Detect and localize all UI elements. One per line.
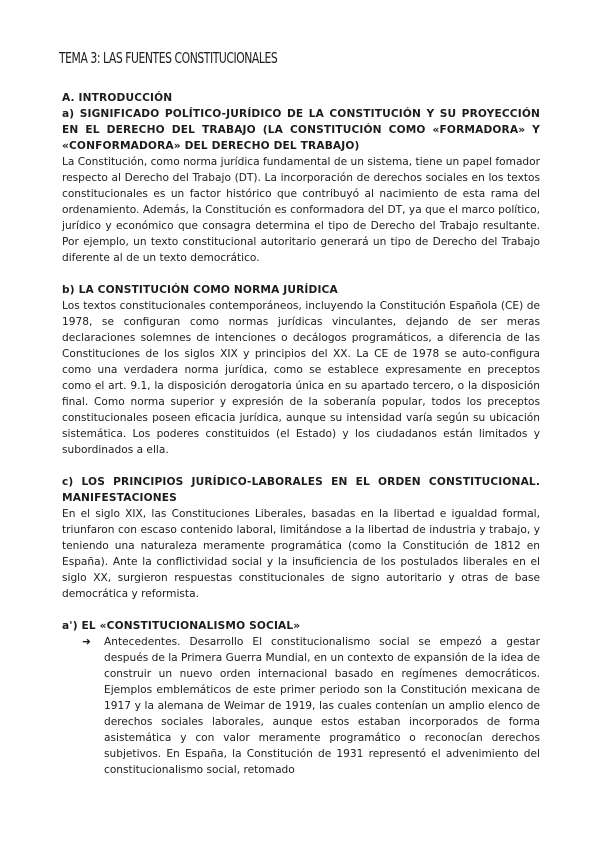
- spacer: [62, 602, 540, 618]
- bullet-text: Antecedentes. Desarrollo El constitucionalismo social se empezó a gestar después de la Primera Guerra Mundial, en un contexto de expansión de la idea de construir un nuevo orden internacional basado en regímenes democráticos. Ejemplos emblemáticos de este primer periodo son la Constitución mexicana de 1917 y la alemana de Weimar de 1919, las cuales contenían un amplio elenco de derechos sociales laborales, aunque estos estaban incorporados de forma asistemática y con valor meramente programático o reconocían derechos subjetivos. En España, la Constitución de 1931 representó el advenimiento del constitucionalismo social, retomado: [104, 636, 540, 776]
- paragraph-b: Los textos constitucionales contemporáneos, incluyendo la Constitución Española (CE) de 1978, se configuran como normas jurídicas vinculantes, dejando de ser meras declaraciones solemnes de intenciones o decálogos programáticos, a diferencia de las Constituciones de los siglos XIX y principios del XX. La CE de 1978 se auto-configura como una verdadera norma jurídica, como se establece expresamente en preceptos como el art. 9.1, la disposición derogatoria única en su apartado tercero, o la disposición final. Como norma superior y expresión de la soberanía popular, todos los preceptos constitucionales poseen eficacia jurídica, aunque su intensidad varía según su ubicación sistemática. Los poderes constituidos (el Estado) y los ciudadanos están limitados y subordinados a ella.: [62, 300, 540, 456]
- arrow-bullet-icon: ➜: [82, 636, 91, 648]
- subsection-heading-b: b) LA CONSTITUCIÓN COMO NORMA JURÍDICA: [62, 284, 338, 296]
- subsection-heading-a-prime: a') EL «CONSTITUCIONALISMO SOCIAL»: [62, 620, 301, 632]
- subsection-heading-a: a) SIGNIFICADO POLÍTICO-JURÍDICO DE LA CONSTITUCIÓN Y SU PROYECCIÓN EN EL DERECHO DEL TRABAJO (LA CONSTITUCIÓN COMO «FORMADORA» Y «CONFORMADORA» DEL DERECHO DEL TRABAJO): [62, 108, 540, 152]
- section-heading-a: A. INTRODUCCIÓN: [62, 92, 173, 104]
- spacer: [62, 266, 540, 282]
- paragraph-a: La Constitución, como norma jurídica fundamental de un sistema, tiene un papel fomador respecto al Derecho del Trabajo (DT). La incorporación de derechos sociales en los textos constitucionales es un factor histórico que contribuyó al nacimiento de esta rama del ordenamiento. Además, la Constitución es conformadora del DT, ya que el marco político, jurídico y económico que consagra determina el tipo de Derecho del Trabajo resultante. Por ejemplo, un texto constitucional autoritario generará un tipo de Derecho del Trabajo diferente al de un texto democrático.: [62, 156, 540, 264]
- subsection-heading-c: c) LOS PRINCIPIOS JURÍDICO-LABORALES EN EL ORDEN CONSTITUCIONAL. MANIFESTACIONES: [62, 476, 540, 504]
- paragraph-c: En el siglo XIX, las Constituciones Liberales, basadas en la libertad e igualdad formal, triunfaron con escaso contenido laboral, limitándose a la libertad de industria y trabajo, y teniendo una naturaleza meramente programática (como la Constitución de 1812 en España). Ante la conflictividad social y la insuficiencia de los postulados liberales en el siglo XX, surgieron respuestas constitucionales de signo autoritario y otras de base democrática y reformista.: [62, 508, 540, 600]
- bullet-item: [62, 634, 540, 778]
- spacer: [62, 458, 540, 474]
- document-title: TEMA 3: LAS FUENTES CONSTITUCIONALES: [59, 49, 278, 67]
- document-body: [62, 90, 540, 778]
